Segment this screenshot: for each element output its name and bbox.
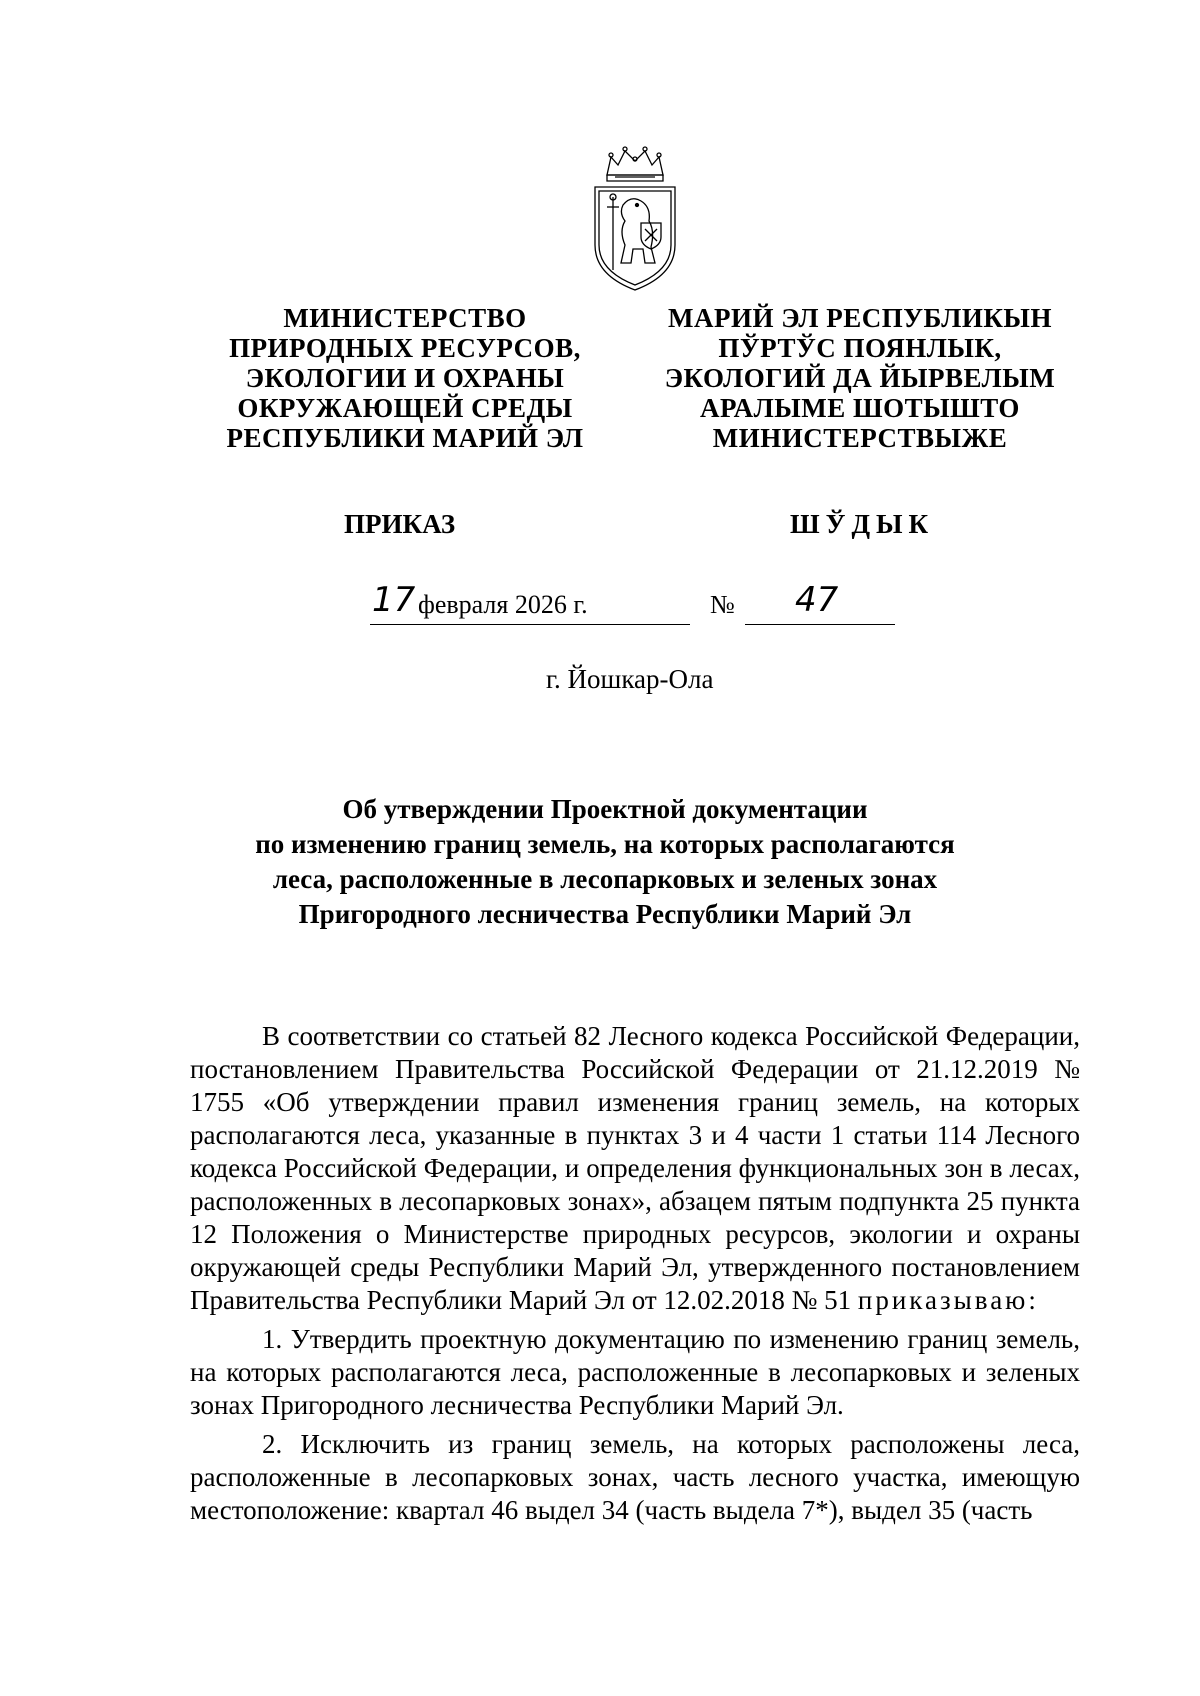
order-word: приказываю: xyxy=(857,1285,1039,1315)
coat-of-arms-emblem xyxy=(585,135,685,295)
handwritten-number: 47 xyxy=(795,580,839,620)
title-line: Об утверждении Проектной документации xyxy=(342,794,868,824)
doc-type-russian: ПРИКАЗ xyxy=(344,509,456,539)
item-2: 2. Исключить из границ земель, на которых расположены леса, расположенные в лесопарковых зонах, часть лесного участка, имеющую местоположение: квартал 46 выдел 34 (часть выдела 7*), выдел 35 (часть xyxy=(190,1429,1080,1525)
org-line: ПРИРОДНЫХ РЕСУРСОВ, xyxy=(229,333,581,363)
intro-paragraph xyxy=(190,1020,1080,1317)
org-line: ОКРУЖАЮЩЕЙ СРЕДЫ xyxy=(237,393,573,423)
org-line: ПЎРТЎС ПОЯНЛЫК, xyxy=(718,333,1002,363)
org-line: РЕСПУБЛИКИ МАРИЙ ЭЛ xyxy=(226,423,584,453)
city: г. Йошкар-Ола xyxy=(546,664,714,694)
org-line: АРАЛЫМЕ ШОТЫШТО xyxy=(700,393,1020,423)
document-body xyxy=(190,1020,1080,1533)
handwritten-day: 17 xyxy=(372,580,416,620)
doc-type-mari: ШЎДЫК xyxy=(790,509,935,539)
date-field xyxy=(370,580,690,625)
number-label: № xyxy=(710,590,735,619)
title-line: леса, расположенные в лесопарковых и зеленых зонах xyxy=(272,864,938,894)
org-line: ЭКОЛОГИИ И ОХРАНЫ xyxy=(245,363,565,393)
date-text: февраля 2026 г. xyxy=(418,590,588,619)
org-line: МАРИЙ ЭЛ РЕСПУБЛИКЫН xyxy=(668,303,1052,333)
item-1: 1. Утвердить проектную документацию по изменению границ земель, на которых располагаются леса, расположенные в лесопарковых и зеленых зонах Пригородного лесничества Республики Марий Эл. xyxy=(190,1324,1080,1420)
title-line: Пригородного лесничества Республики Марий Эл xyxy=(298,899,912,929)
intro-text: В соответствии со статьей 82 Лесного кодекса Российской Федерации, постановлением Правительства Российской Федерации от 21.12.2019 № 1755 «Об утверждении правил изменения границ земель, на которых располагаются леса, указанные в пунктах 3 и 4 части 1 статьи 114 Лесного кодекса Российской Федерации, и определения функциональных зон в лесах, расположенных в лесопарковых зонах», абзацем пятым подпункта 25 пункта 12 Положения о Министерстве природных ресурсов, экологии и охраны окружающей среды Республики Марий Эл, утвержденного постановлением Правительства Республики Марий Эл от 12.02.2018 № 51 xyxy=(190,1021,1080,1315)
org-line: ЭКОЛОГИЙ ДА ЙЫРВЕЛЫМ xyxy=(664,363,1056,393)
org-line: МИНИСТЕРСТВО xyxy=(283,303,527,333)
document-title xyxy=(190,792,1020,932)
number-field xyxy=(745,580,895,625)
ministry-name-mari xyxy=(660,303,1060,453)
title-line: по изменению границ земель, на которых располагаются xyxy=(255,829,955,859)
org-line: МИНИСТЕРСТВЫЖЕ xyxy=(712,423,1008,453)
ministry-name-russian xyxy=(225,303,585,453)
